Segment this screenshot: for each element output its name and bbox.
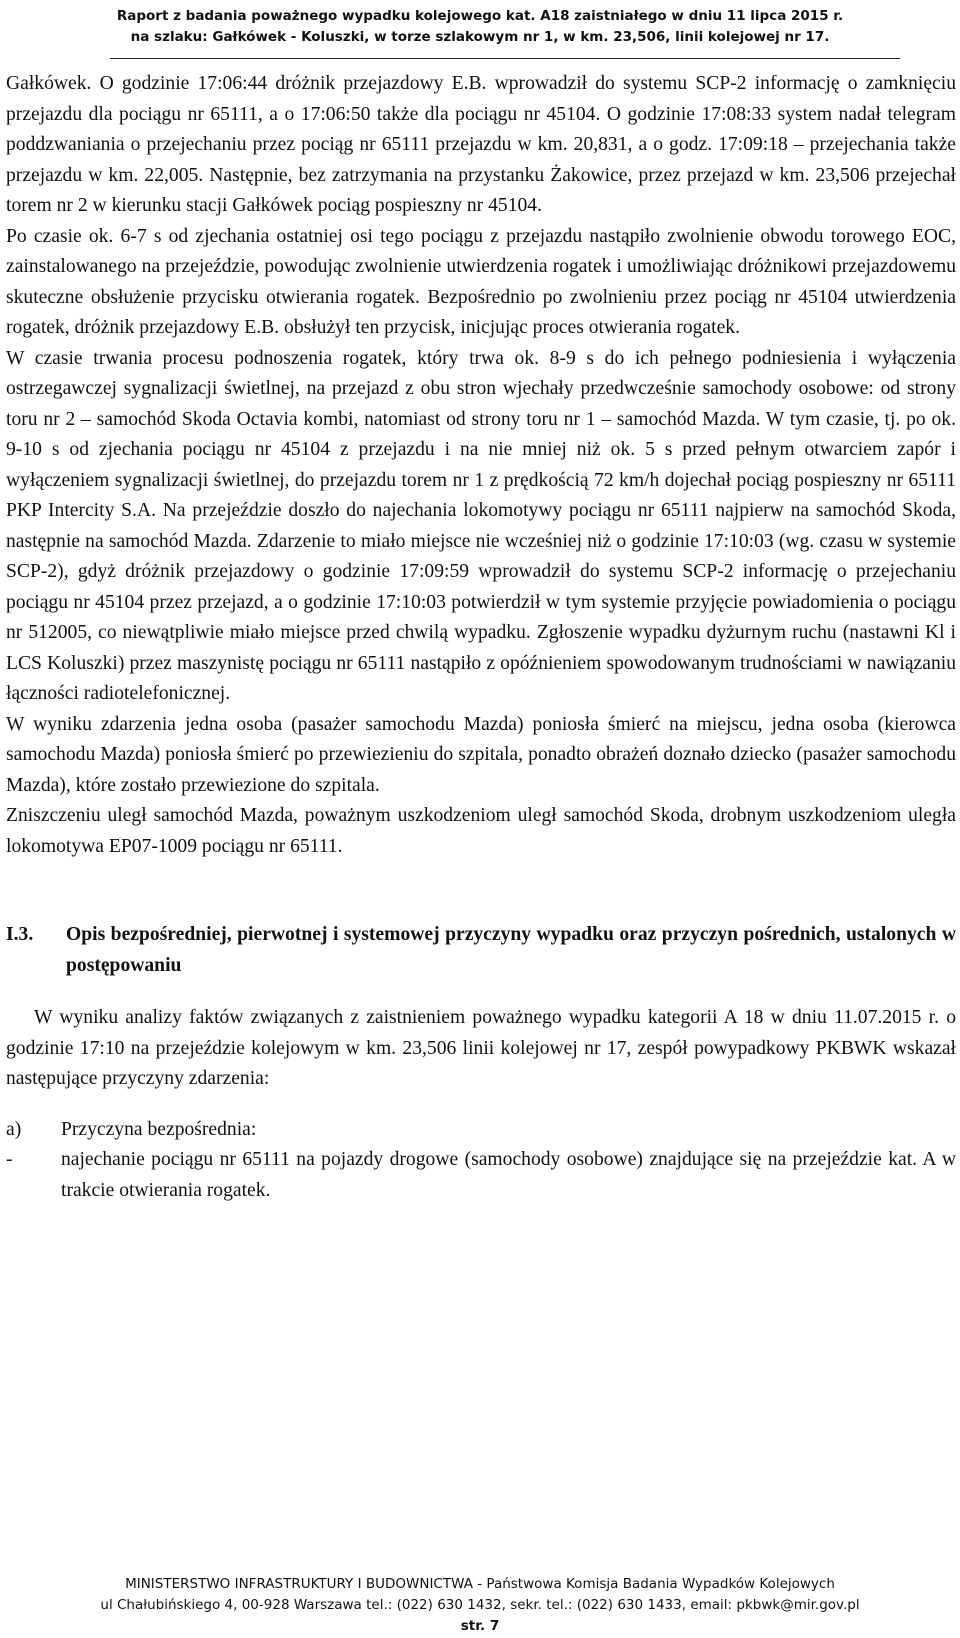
dash-marker: - xyxy=(6,1149,13,1170)
footer-contact: ul Chałubińskiego 4, 00-928 Warszawa tel.: (022) 630 1432, sekr. tel.: (022) 630 1433, email: pkbwk@mir.gov.pl xyxy=(100,1597,860,1613)
paragraph: Zniszczeniu uległ samochód Mazda, poważnym uszkodzeniom uległ samochód Skoda, drobnym uszkodzeniom uległa lokomotywa EP07-1009 pociągu nr 65111. xyxy=(6,805,956,857)
section-intro: W wyniku analizy faktów związanych z zaistnieniem poważnego wypadku kategorii A 18 w dniu 11.07.2015 r. o godzinie 17:10 na przejeździe kolejowym w km. 23,506 linii kolejowej nr 17, zespół powypadkowy PKBWK wskazał następujące przyczyny zdarzenia: xyxy=(6,1007,956,1089)
header-location-line: na szlaku: Gałkówek - Koluszki, w torze szlakowym nr 1, w km. 23,506, linii kolejowej nr 17. xyxy=(130,29,830,45)
report-header xyxy=(0,6,960,48)
list-item-a xyxy=(6,1115,956,1146)
paragraph: W czasie trwania procesu podnoszenia rogatek, który trwa ok. 8-9 s do ich pełnego podniesienia i wyłączenia ostrzegawczej sygnalizacji świetlnej, na przejazd z obu stron wjechały przedwcześnie samochody osobowe: od strony toru nr 2 – samochód Skoda Octavia kombi, natomiast od strony toru nr 1 – samochód Mazda. W tym czasie, tj. po ok. 9-10 s od zjechania pociągu nr 45104 z przejazdu i na nie mniej niż ok. 5 s przed pełnym otwarciem zapór i wyłączeniem sygnalizacji świetlnej, do przejazdu torem nr 1 z prędkością 72 km/h dojechał pociąg pospieszny nr 65111 PKP Intercity S.A. Na przejeździe doszło do najechania lokomotywy pociągu nr 65111 najpierw na samochód Skoda, następnie na samochód Mazda. Zdarzenie to miało miejsce nie wcześniej niż o godzinie 17:10:03 (wg. czasu w systemie SCP-2), gdyż dróżnik przejazdowy o godzinie 17:09:59 wprowadził do systemu SCP-2 informację o przejechaniu pociągu nr 45104 przez przejazd, a o godzinie 17:10:03 potwierdził w tym systemie przyjęcie powiadomienia o pociągu nr 512005, co niewątpliwie miało miejsce przed chwilą wypadku. Zgłoszenie wypadku dyżurnym ruchu (nastawni Kl i LCS Koluszki) przez maszynistę pociągu nr 65111 nastąpiło z opóźnieniem spowodowanym trudnościami w nawiązaniu łączności radiotelefonicznej. xyxy=(6,347,956,704)
list-item-text: Przyczyna bezpośrednia: xyxy=(61,1118,257,1140)
paragraph: Po czasie ok. 6-7 s od zjechania ostatniej osi tego pociągu z przejazdu nastąpiło zwolnienie obwodu torowego EOC, zainstalowanego na przejeździe, powodując zwolnienie utwierdzenia rogatek i umożliwiając dróżnikowi przejazdowemu skuteczne obsłużenie przycisku otwierania rogatek. Bezpośrednio po zwolnieniu przez pociąg nr 45104 utwierdzenia rogatek, dróżnik przejazdowy E.B. obsłużył ten przycisk, inicjując proces otwierania rogatek. xyxy=(6,225,956,338)
list-marker: a) xyxy=(6,1118,22,1140)
dash-item-text: najechanie pociągu nr 65111 na pojazdy drogowe (samochody osobowe) znajdujące się na przejeździe kat. A w trakcie otwierania rogatek. xyxy=(61,1149,956,1201)
paragraph: Gałkówek. O godzinie 17:06:44 dróżnik przejazdowy E.B. wprowadził do systemu SCP-2 informację o zamknięciu przejazdu dla pociągu nr 65111, a o 17:06:50 także dla pociągu nr 45104. O godzinie 17:08:33 system nadał telegram poddzwaniania o przejechaniu przez pociąg nr 65111 przejazdu w km. 20,831, a o godz. 17:09:18 – przejechania także przejazdu w km. 22,005. Następnie, bez zatrzymania na przystanku Żakowice, przez przejazd w km. 23,506 przejechał torem nr 2 w kierunku stacji Gałkówek pociąg pospieszny nr 45104. xyxy=(6,73,956,216)
footer-institution: MINISTERSTWO INFRASTRUKTURY I BUDOWNICTWA - Państwowa Komisja Badania Wypadków Kolejowych xyxy=(125,1576,835,1592)
section-title: Opis bezpośredniej, pierwotnej i systemowej przyczyny wypadku oraz przyczyn pośrednich, ustalonych w postępowaniu xyxy=(66,924,956,976)
header-divider xyxy=(110,58,900,59)
list-item-dash xyxy=(6,1145,956,1206)
page-number: str. 7 xyxy=(460,1618,500,1634)
page-footer xyxy=(0,1574,960,1637)
document-body xyxy=(6,69,956,1206)
header-title-line: Raport z badania poważnego wypadku kolejowego kat. A18 zaistniałego w dniu 11 lipca 2015 r. xyxy=(116,8,844,24)
paragraph: W wyniku zdarzenia jedna osoba (pasażer samochodu Mazda) poniosła śmierć na miejscu, jedna osoba (kierowca samochodu Mazda) poniosła śmierć po przewiezieniu do szpitala, ponadto obrażeń doznało dziecko (pasażer samochodu Mazda), które zostało przewiezione do szpitala. xyxy=(6,713,956,796)
section-heading xyxy=(6,920,956,981)
section-number: I.3. xyxy=(6,924,34,945)
